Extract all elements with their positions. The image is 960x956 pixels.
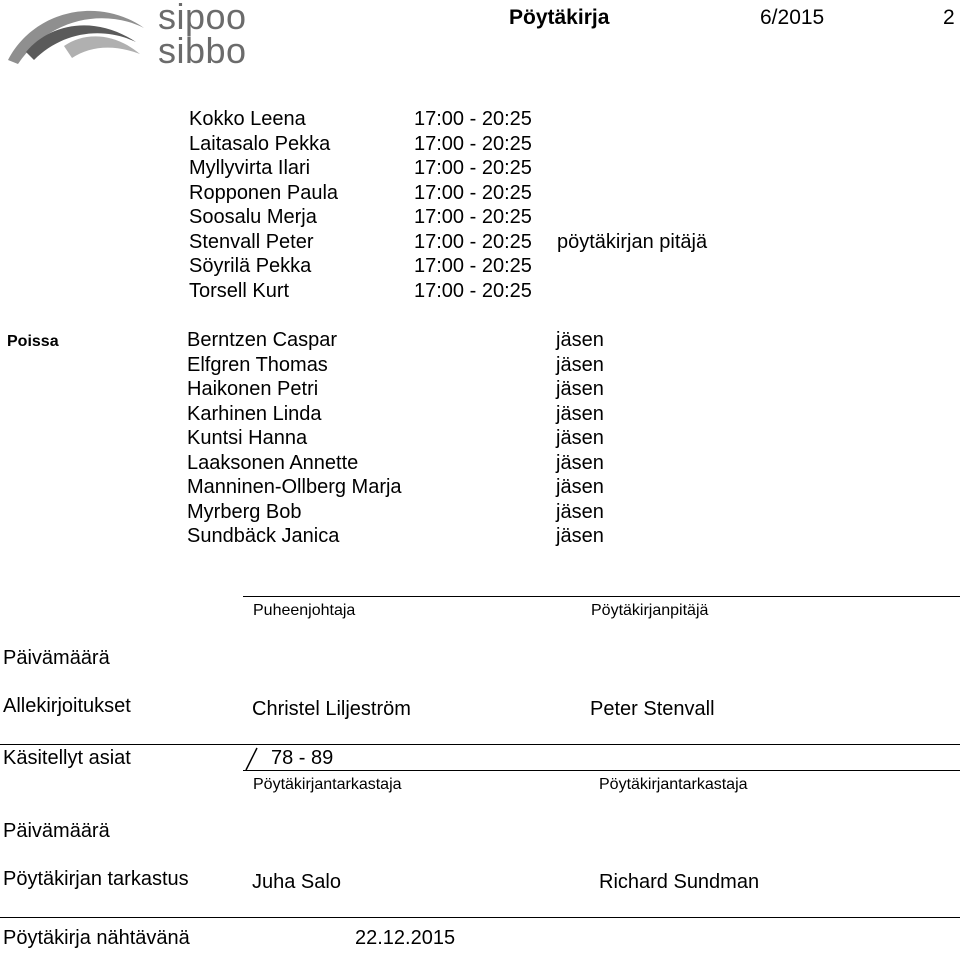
- member-role: jäsen: [556, 353, 604, 376]
- handled-label: Käsitellyt asiat: [3, 747, 131, 769]
- displayed-date: 22.12.2015: [355, 927, 456, 949]
- slash-mark-icon: [243, 746, 259, 772]
- displayed-divider: [0, 917, 960, 918]
- member-name: Kuntsi Hanna: [187, 427, 308, 449]
- inspector-2-title: Pöytäkirjantarkastaja: [599, 776, 748, 793]
- signature-date-label: Päivämäärä: [3, 647, 110, 669]
- attendance-time: 17:00 - 20:25: [414, 255, 532, 277]
- member-role: jäsen: [556, 378, 604, 400]
- member-role: jäsen: [556, 476, 604, 498]
- member-role: pöytäkirjan pitäjä: [557, 230, 708, 253]
- handled-value: 78 - 89: [271, 747, 334, 769]
- handled-divider-top: [0, 744, 960, 745]
- member-name: Ropponen Paula: [189, 181, 339, 204]
- chair-name: Christel Liljeström: [252, 698, 411, 720]
- member-role: jäsen: [556, 451, 604, 474]
- member-name: Torsell Kurt: [189, 279, 290, 302]
- member-name: Manninen-Ollberg Marja: [187, 476, 402, 498]
- doc-number: 6/2015: [760, 6, 825, 29]
- inspector-1-name: Juha Salo: [252, 871, 341, 893]
- member-role: jäsen: [556, 402, 604, 425]
- signatures-label: Allekirjoitukset: [3, 695, 131, 717]
- member-name: Berntzen Caspar: [187, 329, 338, 351]
- chair-title: Puheenjohtaja: [253, 602, 356, 619]
- member-name: Myllyvirta Ilari: [189, 157, 311, 179]
- attendance-time: 17:00 - 20:25: [414, 132, 532, 155]
- attendance-time: 17:00 - 20:25: [414, 108, 532, 130]
- inspector-1-title: Pöytäkirjantarkastaja: [253, 776, 402, 793]
- member-name: Söyrilä Pekka: [189, 255, 312, 277]
- secretary-title: Pöytäkirjanpitäjä: [591, 602, 709, 619]
- review-label: Pöytäkirjan tarkastus: [3, 868, 189, 890]
- handled-divider-bottom: [243, 770, 960, 771]
- doc-type: Pöytäkirja: [509, 6, 610, 29]
- secretary-name: Peter Stenvall: [590, 698, 715, 720]
- review-date-label: Päivämäärä: [3, 820, 110, 842]
- page-number: 2: [943, 6, 955, 29]
- member-name: Elfgren Thomas: [187, 353, 328, 376]
- member-name: Laitasalo Pekka: [189, 132, 331, 155]
- logo-line-1: sipoo: [158, 0, 247, 37]
- member-name: Sundbäck Janica: [187, 525, 340, 547]
- logo-line-2: sibbo: [158, 30, 247, 71]
- attendance-time: 17:00 - 20:25: [414, 279, 532, 302]
- member-name: Laaksonen Annette: [187, 451, 359, 474]
- member-name: Soosalu Merja: [189, 206, 317, 228]
- member-name: Karhinen Linda: [187, 402, 322, 425]
- attendance-time: 17:00 - 20:25: [414, 230, 532, 253]
- member-role: jäsen: [556, 329, 604, 351]
- member-role: jäsen: [556, 427, 604, 449]
- member-role: jäsen: [556, 525, 604, 547]
- member-name: Stenvall Peter: [189, 230, 314, 253]
- attendance-time: 17:00 - 20:25: [414, 157, 532, 179]
- member-name: Haikonen Petri: [187, 378, 319, 400]
- inspector-2-name: Richard Sundman: [599, 871, 760, 893]
- member-role: jäsen: [556, 500, 604, 523]
- absent-label: Poissa: [7, 333, 59, 350]
- member-name: Kokko Leena: [189, 108, 306, 130]
- attendance-time: 17:00 - 20:25: [414, 206, 532, 228]
- displayed-label: Pöytäkirja nähtävänä: [3, 927, 190, 949]
- attendance-time: 17:00 - 20:25: [414, 181, 532, 204]
- logo-text: [158, 0, 247, 71]
- signatures-divider: [243, 596, 960, 597]
- member-name: Myrberg Bob: [187, 500, 302, 523]
- sipoo-swoosh-icon: [4, 2, 150, 70]
